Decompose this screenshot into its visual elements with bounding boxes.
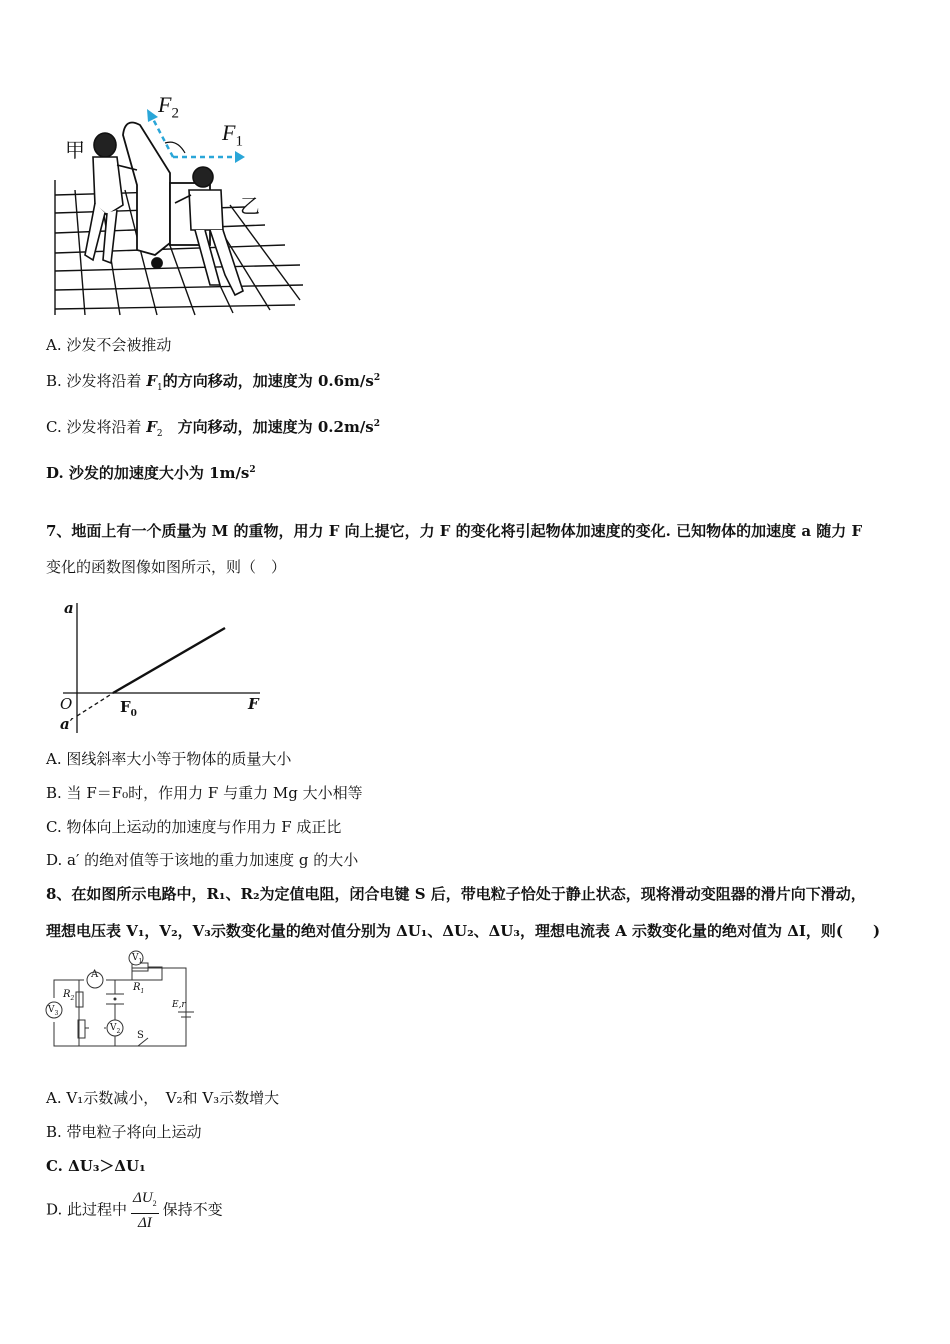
f2-label: $F_2$	[158, 92, 179, 122]
yi-label: 乙	[240, 194, 260, 218]
q8-option-b: B. 带电粒子将向上运动	[46, 1123, 202, 1141]
q6-option-b: B. 沙发将沿着 $F_1$的方向移动，加速度为 $0.6m/s^2$	[46, 372, 381, 393]
q7-a-f-graph	[55, 598, 275, 738]
graph-origin: O	[60, 695, 73, 713]
q7-stem-line1: 7、地面上有一个质量为 M 的重物，用力 F 向上提它，力 F 的变化将引起物体加速度的变化. 已知物体的加速度 a 随力 F	[46, 522, 863, 540]
graph-a-prime: a′	[60, 715, 74, 733]
graph-f0: $F_0$	[120, 698, 137, 719]
circuit-r1-label: $R_1$	[133, 982, 145, 995]
circuit-a-label: A	[91, 969, 99, 980]
circuit-er-label: E,r	[172, 1000, 186, 1010]
q8-option-d: D. 此过程中 $\frac{\Delta U_2}{\Delta I}$ 保持不变	[46, 1190, 223, 1231]
q6-option-a: A. 沙发不会被推动	[46, 336, 172, 354]
circuit-r2-label: $R_2$	[63, 989, 75, 1002]
delta-fraction: $\frac{\Delta U_2}{\Delta I}$	[133, 1190, 157, 1231]
graph-y-label: a	[64, 599, 74, 617]
circuit-v1-label: $V_1$	[132, 953, 143, 965]
q8-stem-line2: 理想电压表 V₁，V₂，V₃示数变化量的绝对值分别为 ΔU₁、ΔU₂、ΔU₃，理想电流表 A 示数变化量的绝对值为 ΔI，则( )	[46, 922, 881, 940]
q7-option-a: A. 图线斜率大小等于物体的质量大小	[46, 750, 292, 768]
f1-label: $F_1$	[222, 120, 243, 150]
circuit-s-label: S	[137, 1030, 144, 1041]
q8-stem-line1: 8、在如图所示电路中，R₁、R₂为定值电阻，闭合电键 S 后，带电粒子恰处于静止状态，现将滑动变阻器的滑片向下滑动，	[46, 885, 866, 903]
q7-option-d: D. a′ 的绝对值等于该地的重力加速度 g 的大小	[46, 851, 359, 869]
q8-option-c: C. ΔU₃＞ΔU₁	[46, 1157, 146, 1175]
q7-option-b: B. 当 F＝F₀时，作用力 F 与重力 Mg 大小相等	[46, 784, 363, 802]
q7-option-c: C. 物体向上运动的加速度与作用力 F 成正比	[46, 818, 342, 836]
sofa-push-figure	[45, 92, 315, 320]
graph-x-label: F	[248, 695, 259, 713]
q8-option-a: A. V₁示数减小， V₂和 V₃示数增大	[46, 1089, 280, 1107]
circuit-v3-label: $V_3$	[48, 1005, 59, 1017]
jia-label: 甲	[65, 138, 85, 162]
circuit-v2-label: $V_2$	[110, 1023, 121, 1035]
q7-stem-line2: 变化的函数图像如图所示，则（ ）	[46, 558, 287, 576]
q6-option-c: C. 沙发将沿着 $F_2$ 方向移动，加速度为 $0.2m/s^2$	[46, 418, 381, 439]
graph-line	[113, 628, 225, 693]
graph-extension	[77, 693, 113, 716]
q6-option-d: D. 沙发的加速度大小为 $1m/s^2$	[46, 464, 256, 482]
